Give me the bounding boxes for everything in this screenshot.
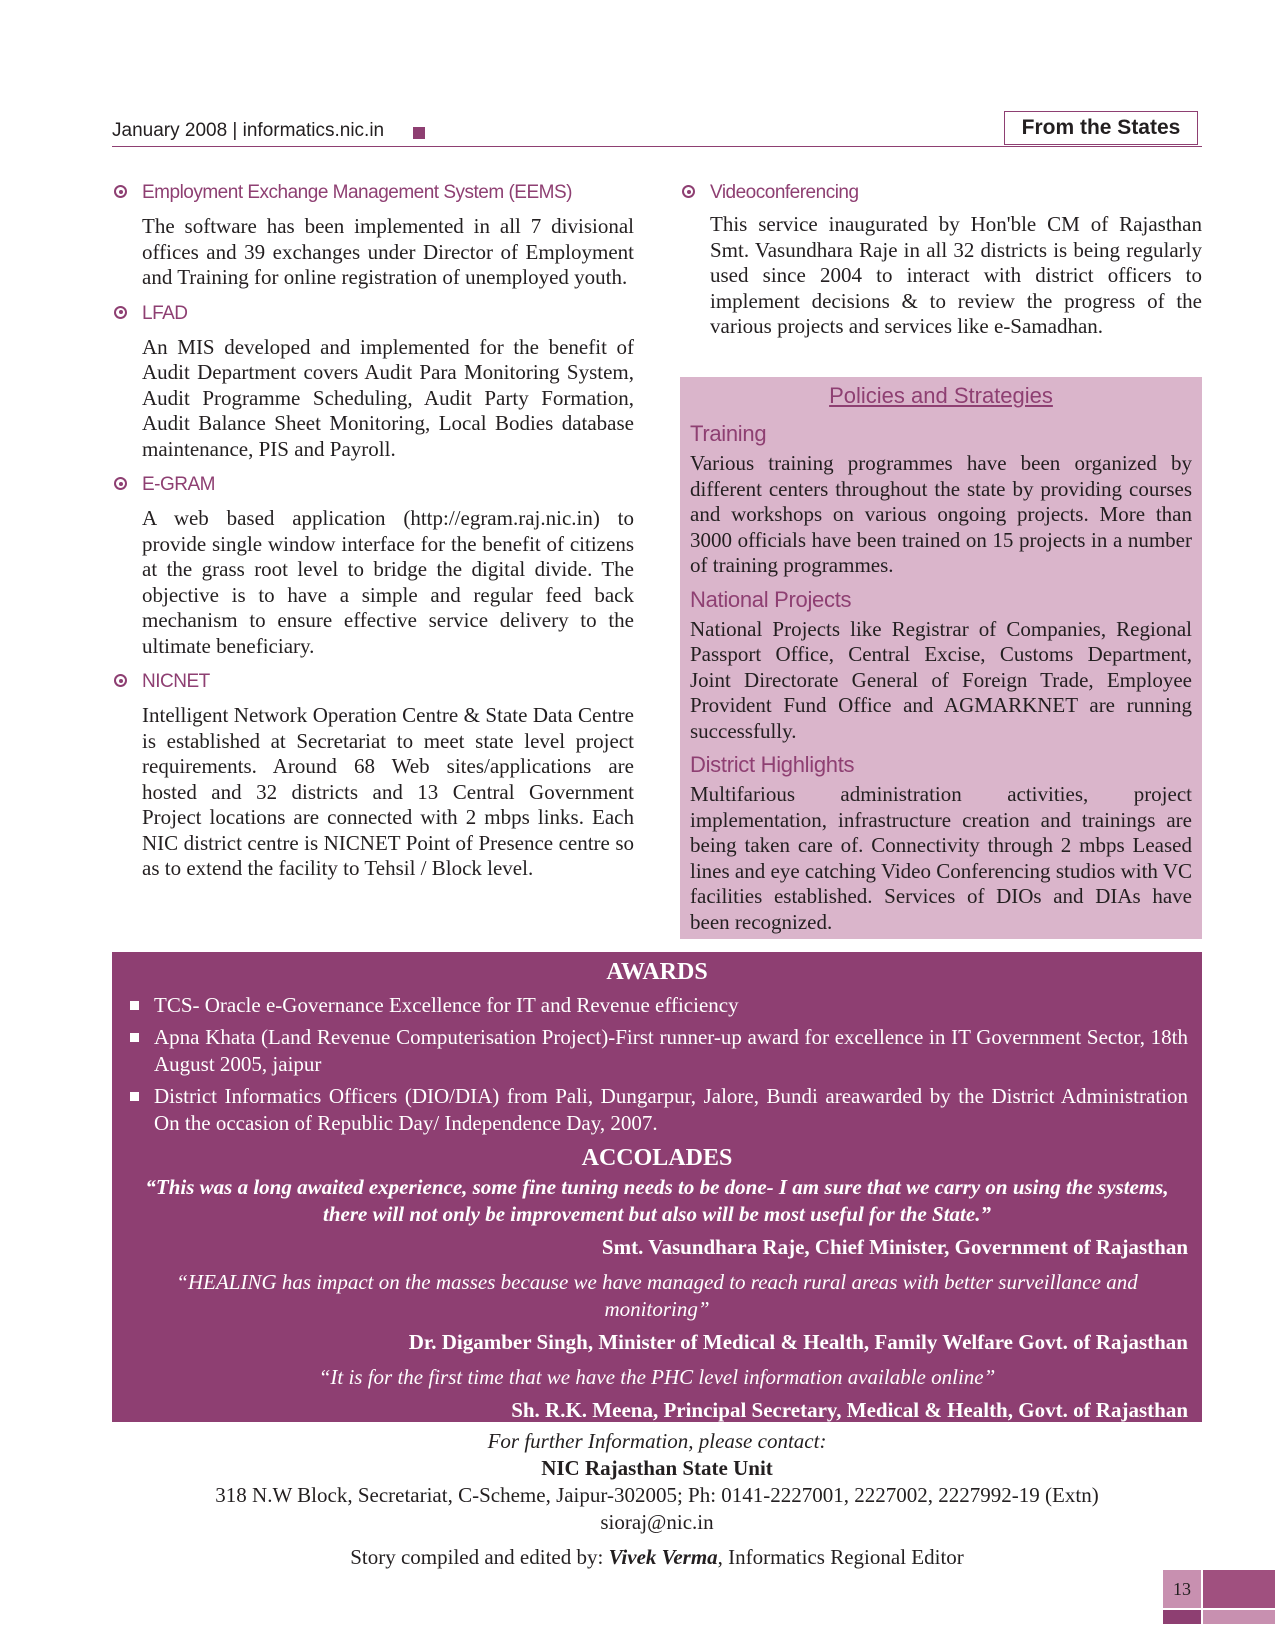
policy-heading: District Highlights [690,752,855,777]
credit-prefix: Story compiled and edited by: [350,1545,609,1569]
policy-heading: Training [690,421,767,446]
left-column [112,180,634,892]
item-title: E-GRAM [142,474,215,495]
accolade-quote: “This was a long awaited experience, some fine tuning needs to be done- I am sure that we carry on using the systems, there will not only be improvement but also will be most useful for the State.” [145,1175,1169,1226]
policy-body: National Projects like Registrar of Companies, Regional Passport Office, Central Excise, Customs Department, Joint Directorate General of Foreign Trade, Employee Provident Fund Office and AGMARKNET are running successfully. [690,616,1192,743]
credit-suffix: , Informatics Regional Editor [717,1545,964,1569]
item-title: Employment Exchange Management System (EEMS) [142,182,572,203]
story-credit [112,1544,1202,1571]
award-item [126,1083,1188,1137]
circle-bullet-icon [114,185,127,198]
accolade-attribution: Dr. Digamber Singh, Minister of Medical & Health, Family Welfare Govt. of Rajasthan [408,1330,1188,1354]
award-text: District Informatics Officers (DIO/DIA) from Pali, Dungarpur, Jalore, Bundi areawarded by the District Administration On the occasion of Republic Day/ Independence Day, 2007. [154,1084,1188,1135]
section-label: From the States [1004,111,1198,145]
item-body: Intelligent Network Operation Centre & State Data Centre is established at Secretariat to meet state level project requirements. Around 68 Web sites/applications are hosted and 32 districts and 13 Central Government Project locations are connected with 2 mbps links. Each NIC district centre is NICNET Point of Presence centre so as to extend the facility to Tehsil / Block level. [142,703,634,880]
accolade-quote: “It is for the first time that we have the PHC level information available online” [318,1365,996,1389]
contact-email[interactable]: sioraj@nic.in [600,1510,714,1534]
corner-decoration [1163,1610,1201,1624]
policies-box [680,377,1202,939]
policy-body: Various training programmes have been organized by different centers throughout the state by providing courses and workshops on various ongoing projects. More than 3000 officials have been trained on 15 projects in a number of training programmes. [690,451,1192,577]
item-body: This service inaugurated by Hon'ble CM of Rajasthan Smt. Vasundhara Raje in all 32 districts is being regularly used since 2004 to interact with district officers to implement decisions & to review the progress of the various projects and services like e-Samadhan. [710,212,1202,338]
policies-title: Policies and Strategies [829,383,1053,408]
award-text: TCS- Oracle e-Governance Excellence for IT and Revenue efficiency [154,993,739,1017]
circle-bullet-icon [114,306,127,319]
corner-decoration [1203,1610,1275,1624]
page-number: 13 [1163,1570,1201,1608]
header-square-icon [413,127,425,139]
item-title: NICNET [142,671,210,692]
square-bullet-icon [130,1092,139,1101]
square-bullet-icon [130,1001,139,1010]
award-item [126,992,1188,1019]
square-bullet-icon [130,1033,139,1042]
item-egram [112,472,634,659]
item-title: Videoconferencing [710,182,859,203]
accolade-attribution: Smt. Vasundhara Raje, Chief Minister, Government of Rajasthan [601,1235,1188,1259]
awards-list [126,992,1188,1137]
corner-decoration [1203,1570,1275,1608]
item-nicnet [112,669,634,882]
credit-name: Vivek Verma [608,1545,718,1569]
circle-bullet-icon [114,674,127,687]
award-item [126,1024,1188,1078]
policy-body: Multifarious administration activities, project implementation, infrastructure creation and trainings are being taken care of. Connectivity through 2 mbps Leased lines and eye catching Video Conferencing studios with VC facilities established. Services of DIOs and DIAs have been recognized. [690,782,1192,934]
right-column [680,180,1202,350]
item-body: An MIS developed and implemented for the benefit of Audit Department covers Audit Para Monitoring System, Audit Programme Scheduling, Audit Party Formation, Audit Balance Sheet Monitoring, Local Bodies database maintenance, PIS and Payroll. [142,334,634,461]
accolades-title: ACCOLADES [581,1145,733,1171]
accolade-attribution: Sh. R.K. Meena, Principal Secretary, Medical & Health, Govt. of Rajasthan [511,1398,1188,1422]
circle-bullet-icon [682,185,695,198]
item-body: A web based application (http://egram.raj.nic.in) to provide single window interface for the benefit of citizens at the grass root level to bridge the digital divide. The objective is to have a simple and regular feed back mechanism to ensure effective service delivery to the ultimate beneficiary. [142,506,634,658]
contact-unit: NIC Rajasthan State Unit [541,1456,773,1480]
award-text: Apna Khata (Land Revenue Computerisation Project)-First runner-up award for excellence in IT Government Sector, 18th August 2005, jaipur [154,1025,1188,1076]
page-header-text: January 2008 | informatics.nic.in [112,120,385,141]
policy-heading: National Projects [690,586,852,612]
item-title: LFAD [142,302,188,324]
item-videoconferencing [680,180,1202,340]
header-rule [112,146,1202,147]
circle-bullet-icon [114,477,127,490]
item-body: The software has been implemented in all 7 divisional offices and 39 exchanges under Director of Employment and Training for online registration of unemployed youth. [142,214,634,289]
awards-title: AWARDS [606,959,708,985]
accolade-quote: “HEALING has impact on the masses because we have managed to reach rural areas with better surveillance and monitoring” [176,1270,1138,1321]
item-eems [112,180,634,291]
awards-box [112,952,1202,1422]
contact-address: 318 N.W Block, Secretariat, C-Scheme, Jaipur-302005; Ph: 0141-2227001, 2227002, 2227992-19 (Extn) [215,1483,1099,1507]
contact-intro: For further Information, please contact: [487,1429,827,1453]
contact-block [112,1428,1202,1571]
item-lfad [112,301,634,463]
